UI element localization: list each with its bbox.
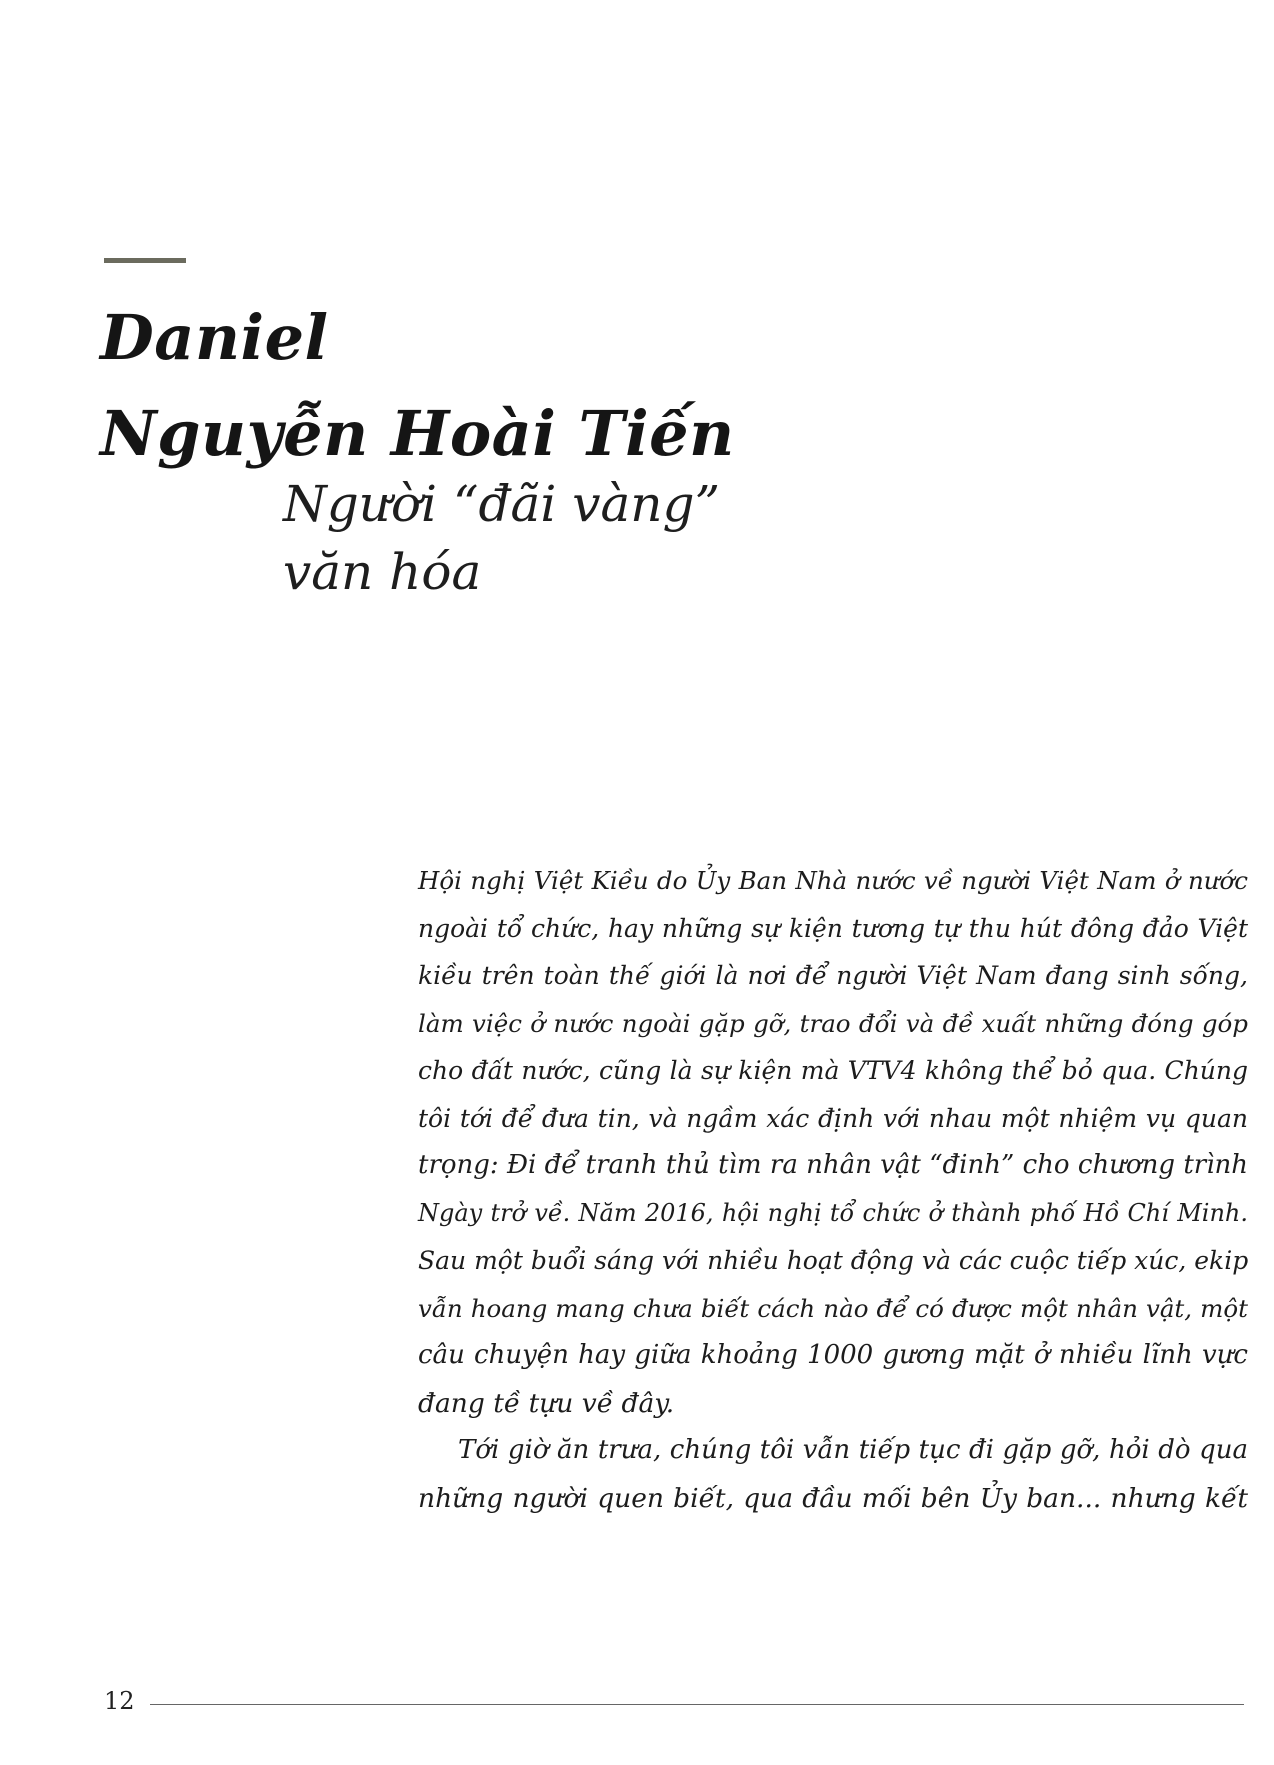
chapter-subtitle-line-2: văn hóa [283,543,482,601]
chapter-title [100,290,735,482]
body-line: Ngày trở về. Năm 2016, hội nghị tổ chức ở thành phố Hồ Chí Minh. [418,1198,1248,1227]
footer-rule [150,1704,1244,1705]
body-line: Sau một buổi sáng với nhiều hoạt động và các cuộc tiếp xúc, ekip [418,1246,1249,1275]
body-line: cho đất nước, cũng là sự kiện mà VTV4 không thể bỏ qua. Chúng [418,1056,1248,1085]
page-footer [104,1686,1244,1716]
body-line: câu chuyện hay giữa khoảng 1000 gương mặt ở nhiều lĩnh vực [418,1340,1248,1370]
body-line: trọng: Đi để tranh thủ tìm ra nhân vật “đinh” cho chương trình [418,1150,1248,1180]
body-line: kiều trên toàn thế giới là nơi để người Việt Nam đang sinh sống, [418,961,1248,990]
body-line: đang tề tựu về đây. [418,1387,675,1419]
body-line: làm việc ở nước ngoài gặp gỡ, trao đổi và đề xuất những đóng góp [418,1008,1248,1038]
body-line: Hội nghị Việt Kiều do Ủy Ban Nhà nước về người Việt Nam ở nước [418,866,1248,895]
chapter-subtitle-line-1: Người “đãi vàng” [283,475,721,533]
chapter-title-line-1: Daniel [100,301,329,374]
body-text [418,857,1248,1522]
chapter-rule [104,258,186,263]
body-line: ngoài tổ chức, hay những sự kiện tương tự thu hút đông đảo Việt [418,913,1248,943]
chapter-subtitle [283,470,720,606]
chapter-title-line-2: Nguyễn Hoài Tiến [100,397,735,470]
body-line: vẫn hoang mang chưa biết cách nào để có được một nhân vật, một [418,1293,1248,1323]
page-number: 12 [104,1687,135,1715]
body-line: tôi tới để đưa tin, và ngầm xác định với nhau một nhiệm vụ quan [418,1103,1248,1133]
body-line: những người quen biết, qua đầu mối bên Ủy ban... nhưng kết [418,1482,1248,1514]
body-line: Tới giờ ăn trưa, chúng tôi vẫn tiếp tục đi gặp gỡ, hỏi dò qua [458,1435,1248,1465]
